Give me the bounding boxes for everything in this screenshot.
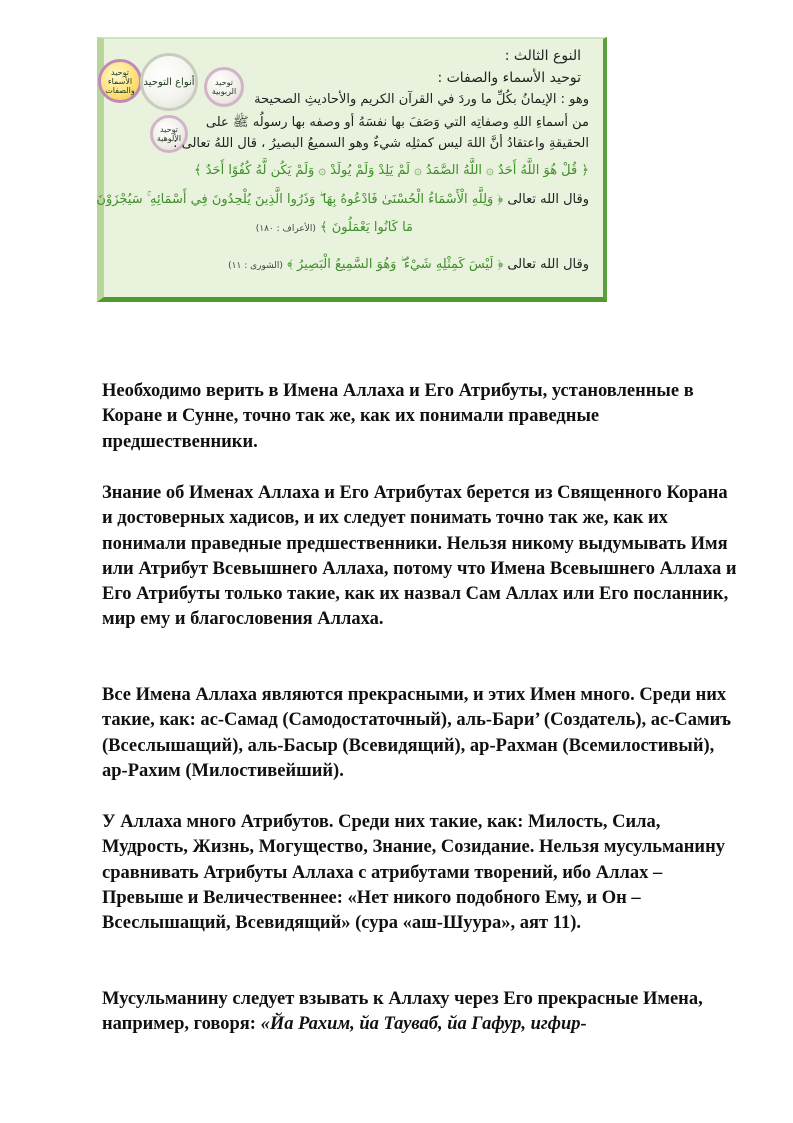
- verse-reference: (الأعراف : ١٨٠): [255, 224, 316, 234]
- bubble-names-attributes: [98, 59, 142, 103]
- bubble-types-of-tawhid: [140, 53, 198, 111]
- arabic-verse-row-2b: [256, 220, 413, 235]
- paragraph-4: У Аллаха много Атрибутов. Среди них такие, как: Милость, Сила, Мудрость, Жизнь, Могущество, Знание, Созидание. Нельзя мусульманину сравнивать Атрибуты Аллаха с атрибутами творений, ибо Аллах – Превыше и Величественнее: «Нет никого подобного Ему, и Он – Всеслышащий, Всевидящий» (сура «аш-Шуура», аят 11).: [102, 812, 725, 934]
- paragraph-5-italic: «Йа Рахим, йа Тауваб, йа Гафур, игфир-: [260, 1014, 587, 1035]
- arabic-subheading: توحيد الأسماء والصفات :: [437, 70, 581, 86]
- verse-intro: وقال الله تعالى: [507, 257, 589, 272]
- textbook-figure: [97, 37, 607, 302]
- arabic-line-2: من أسماءِ اللهِ وصفاتِه التي وَصَفَ بها نفسَهُ أو وصفه بها رسولُه ﷺ على: [205, 115, 589, 130]
- arabic-verse-row-3: [228, 257, 589, 272]
- bubble-label: توحيد الألوهية: [156, 125, 182, 143]
- bubble-label: أنواع التوحيد: [143, 76, 195, 88]
- paragraph-5-text: Мусульманину следует взывать к Аллаху через Его прекрасные Имена, например, говоря:: [102, 989, 703, 1035]
- bubble-label: توحيد الأسماء والصفات: [105, 67, 135, 95]
- quran-verse-araf: ﴿ وَلِلَّهِ الْأَسْمَاءُ الْحُسْنَىٰ فَادْعُوهُ بِهَا ۖ وَذَرُوا الَّذِينَ يُلْحِدُونَ فِي أَسْمَائِهِ ۚ سَيُجْزَوْنَ: [96, 192, 504, 207]
- quran-verse-shura: ﴿ لَيْسَ كَمِثْلِهِ شَيْءٌ ۖ وَهُوَ السَّمِيعُ الْبَصِيرُ ﴾: [287, 257, 504, 272]
- arabic-heading: النوع الثالث :: [504, 48, 581, 64]
- verse-intro: وقال الله تعالى: [507, 192, 589, 207]
- arabic-line-3: الحقيقةِ واعتقادُ أنَّ اللهَ ليس كمثلِه شيءٌ وهو السميعُ البصيرُ ، قال اللهُ تعالى :: [173, 136, 589, 151]
- quran-verse-ikhlas: ﴿ قُلْ هُوَ اللَّهُ أَحَدٌ ۞ اللَّهُ الصَّمَدُ ۞ لَمْ يَلِدْ وَلَمْ يُولَدْ ۞ وَلَمْ يَكُن لَّهُ كُفُوًا أَحَدٌ ﴾: [193, 163, 589, 178]
- paragraph-1: Необходимо верить в Имена Аллаха и Его Атрибуты, установленные в Коране и Сунне, точно так же, как их понимали праведные предшественники.: [102, 381, 694, 452]
- bubble-label: توحيد الربوبية: [211, 78, 237, 96]
- paragraph-5: [102, 987, 742, 1038]
- paragraph-3: Все Имена Аллаха являются прекрасными, и этих Имен много. Среди них такие, как: ас-Самад (Самодостаточный), аль-Бари’ (Создатель), ас-Самиъ (Всеслышащий), аль-Басыр (Всевидящий), ар-Рахман (Всемилостивый), ар-Рахим (Милостивейший).: [102, 685, 732, 781]
- verse-reference: (الشورى : ١١): [228, 261, 283, 271]
- paragraph-2: Знание об Именах Аллаха и Его Атрибутах берется из Священного Корана и достоверных хадисов, и их следует понимать точно так же, как их понимали праведные предшественники. Нельзя никому выдумывать Имя или Атрибут Всевышнего Аллаха, потому что Имена Всевышнего Аллаха и Его Атрибуты только такие, как их назвал Сам Аллах или Его посланник, мир ему и благословения Аллаха.: [102, 483, 737, 630]
- bubble-rububiyya: [204, 67, 244, 107]
- quran-verse-araf-end: مَا كَانُوا يَعْمَلُونَ ﴾: [319, 220, 413, 235]
- arabic-verse-row-2: [96, 192, 589, 207]
- arabic-line-1: وهو : الإيمانُ بكُلِّ ما وردَ في القرآن الكريم والأحاديثِ الصحيحة: [254, 92, 589, 107]
